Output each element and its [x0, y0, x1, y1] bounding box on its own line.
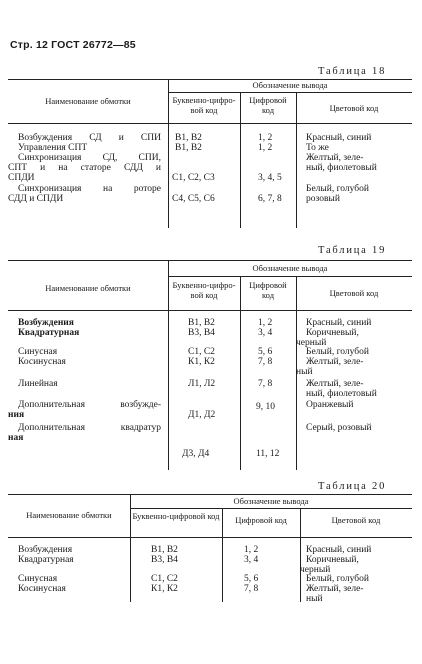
digit-code: 7, 8	[258, 379, 273, 389]
letter-code: В1, В2	[175, 133, 202, 143]
table-20-caption: Таблица 20	[318, 481, 387, 492]
color-code: Желтый, зеле-	[306, 379, 364, 389]
winding-name: Косинусная	[18, 584, 66, 594]
table-19-head-digit: Цифровой код	[249, 280, 287, 300]
table-19-head-group: Обозначение вывода	[252, 263, 328, 273]
winding-name: Линейная	[18, 379, 58, 389]
color-code: Коричневый,	[306, 555, 359, 565]
letter-code: Д1, Д2	[188, 410, 216, 420]
digit-code: 1, 2	[258, 143, 273, 153]
winding-name: Управления СПТ	[18, 143, 88, 153]
winding-name: Косинусная	[18, 357, 66, 367]
table-19-head-rule	[8, 310, 412, 311]
digit-code: 9, 10	[256, 402, 275, 412]
color-code: Белый, голубой	[306, 574, 369, 584]
table-18-group-rule	[168, 92, 412, 93]
winding-name: Синхронизация на роторе	[18, 184, 161, 194]
table-19-caption: Таблица 19	[318, 245, 387, 256]
table-19-head-color: Цветовой код	[329, 288, 379, 298]
letter-code: К1, К2	[151, 584, 178, 594]
winding-name: Квадратурная	[18, 328, 80, 338]
digit-code: 1, 2	[244, 545, 259, 555]
table-18-top-rule	[8, 79, 412, 80]
digit-code: 3, 4	[244, 555, 259, 565]
digit-code: 5, 6	[244, 574, 259, 584]
color-code: ный	[306, 594, 323, 604]
color-code: ный	[296, 367, 313, 377]
winding-name: СПТ и на статоре СДД и	[8, 163, 161, 173]
letter-code: В1, В2	[151, 545, 178, 555]
table-19-group-rule	[168, 276, 412, 277]
table-18-head-digit: Цифровой код	[249, 95, 287, 115]
color-code: Красный, синий	[306, 318, 372, 328]
digit-code: 1, 2	[258, 133, 273, 143]
digit-code: 5, 6	[258, 347, 273, 357]
color-code: черный	[300, 565, 331, 575]
table-19-divider	[240, 276, 241, 470]
letter-code: С4, С5, С6	[172, 194, 215, 204]
digit-code: 3, 4, 5	[258, 173, 282, 183]
winding-name: Дополнительная возбужде-	[18, 400, 161, 410]
letter-code: В3, В4	[151, 555, 178, 565]
color-code: черный	[296, 338, 327, 348]
color-code: ный, фиолетовый	[306, 163, 377, 173]
page-header: Стр. 12 ГОСТ 26772—85	[10, 39, 136, 51]
winding-name: Возбуждения	[18, 545, 73, 555]
digit-code: 11, 12	[256, 449, 280, 459]
table-20-head-color: Цветовой код	[331, 515, 381, 525]
color-code: розовый	[306, 194, 340, 204]
digit-code: 7, 8	[258, 357, 273, 367]
table-18-divider	[240, 92, 241, 228]
winding-name: Синусная	[18, 347, 58, 357]
color-code: Белый, голубой	[306, 184, 369, 194]
color-code: Оранжевый	[306, 400, 354, 410]
winding-name: СДД и СПДИ	[8, 194, 64, 204]
digit-code: 1, 2	[258, 318, 273, 328]
color-code: Красный, синий	[306, 545, 372, 555]
color-code: То же	[306, 143, 329, 153]
table-20-head-digit: Цифровой код	[235, 515, 287, 525]
table-18-divider	[168, 79, 169, 228]
color-code: Красный, синий	[306, 133, 372, 143]
color-code: ный, фиолетовый	[306, 389, 377, 399]
winding-name: Возбуждения	[18, 318, 74, 328]
table-20-head-group: Обозначение вывода	[233, 496, 309, 506]
table-19-top-rule	[8, 260, 412, 261]
letter-code: С1, С2	[151, 574, 178, 584]
table-20-head-letter: Буквенно-цифровой код	[132, 511, 220, 521]
winding-name: Синхронизация СД, СПИ,	[18, 153, 161, 163]
table-20-top-rule	[8, 494, 412, 495]
letter-code: Д3, Д4	[182, 449, 210, 459]
winding-name: Дополнительная квадратур	[18, 423, 161, 433]
letter-code: В3, В4	[188, 328, 215, 338]
winding-name: Квадратурная	[18, 555, 74, 565]
digit-code: 7, 8	[244, 584, 259, 594]
table-18-head-group: Обозначение вывода	[252, 80, 328, 90]
color-code: Серый, розовый	[306, 423, 372, 433]
color-code: Желтый, зеле-	[306, 357, 364, 367]
digit-code: 3, 4	[258, 328, 273, 338]
digit-code: 6, 7, 8	[258, 194, 282, 204]
table-19-divider	[168, 260, 169, 470]
winding-name: СПДИ	[8, 173, 35, 183]
table-20-head-rule	[8, 537, 412, 538]
color-code: Белый, голубой	[306, 347, 369, 357]
letter-code: Л1, Л2	[188, 379, 216, 389]
table-19-head-letter: Буквенно-цифро-вой код	[172, 280, 236, 300]
table-20-divider	[130, 494, 131, 602]
color-code: Желтый, зеле-	[306, 153, 364, 163]
winding-name: ния	[8, 410, 25, 420]
winding-name: Возбуждения СД и СПИ	[18, 133, 161, 143]
letter-code: В1, В2	[175, 143, 202, 153]
table-18-head-color: Цветовой код	[329, 103, 379, 113]
table-20-group-rule	[130, 508, 412, 509]
letter-code: С1, С2	[188, 347, 215, 357]
table-18-caption: Таблица 18	[318, 66, 387, 77]
winding-name: ная	[8, 433, 24, 443]
table-19-head-name: Наименование обмотки	[45, 283, 131, 293]
letter-code: В1, В2	[188, 318, 215, 328]
table-18-head-rule	[8, 123, 412, 124]
color-code: Желтый, зеле-	[306, 584, 364, 594]
table-18-head-name: Наименование обмотки	[45, 96, 131, 106]
letter-code: К1, К2	[188, 357, 215, 367]
table-20-head-name: Наименование обмотки	[26, 510, 112, 520]
letter-code: С1, С2, С3	[172, 173, 215, 183]
color-code: Коричневый,	[306, 328, 359, 338]
winding-name: Синусная	[18, 574, 58, 584]
table-18-head-letter: Буквенно-цифро-вой код	[172, 95, 236, 115]
